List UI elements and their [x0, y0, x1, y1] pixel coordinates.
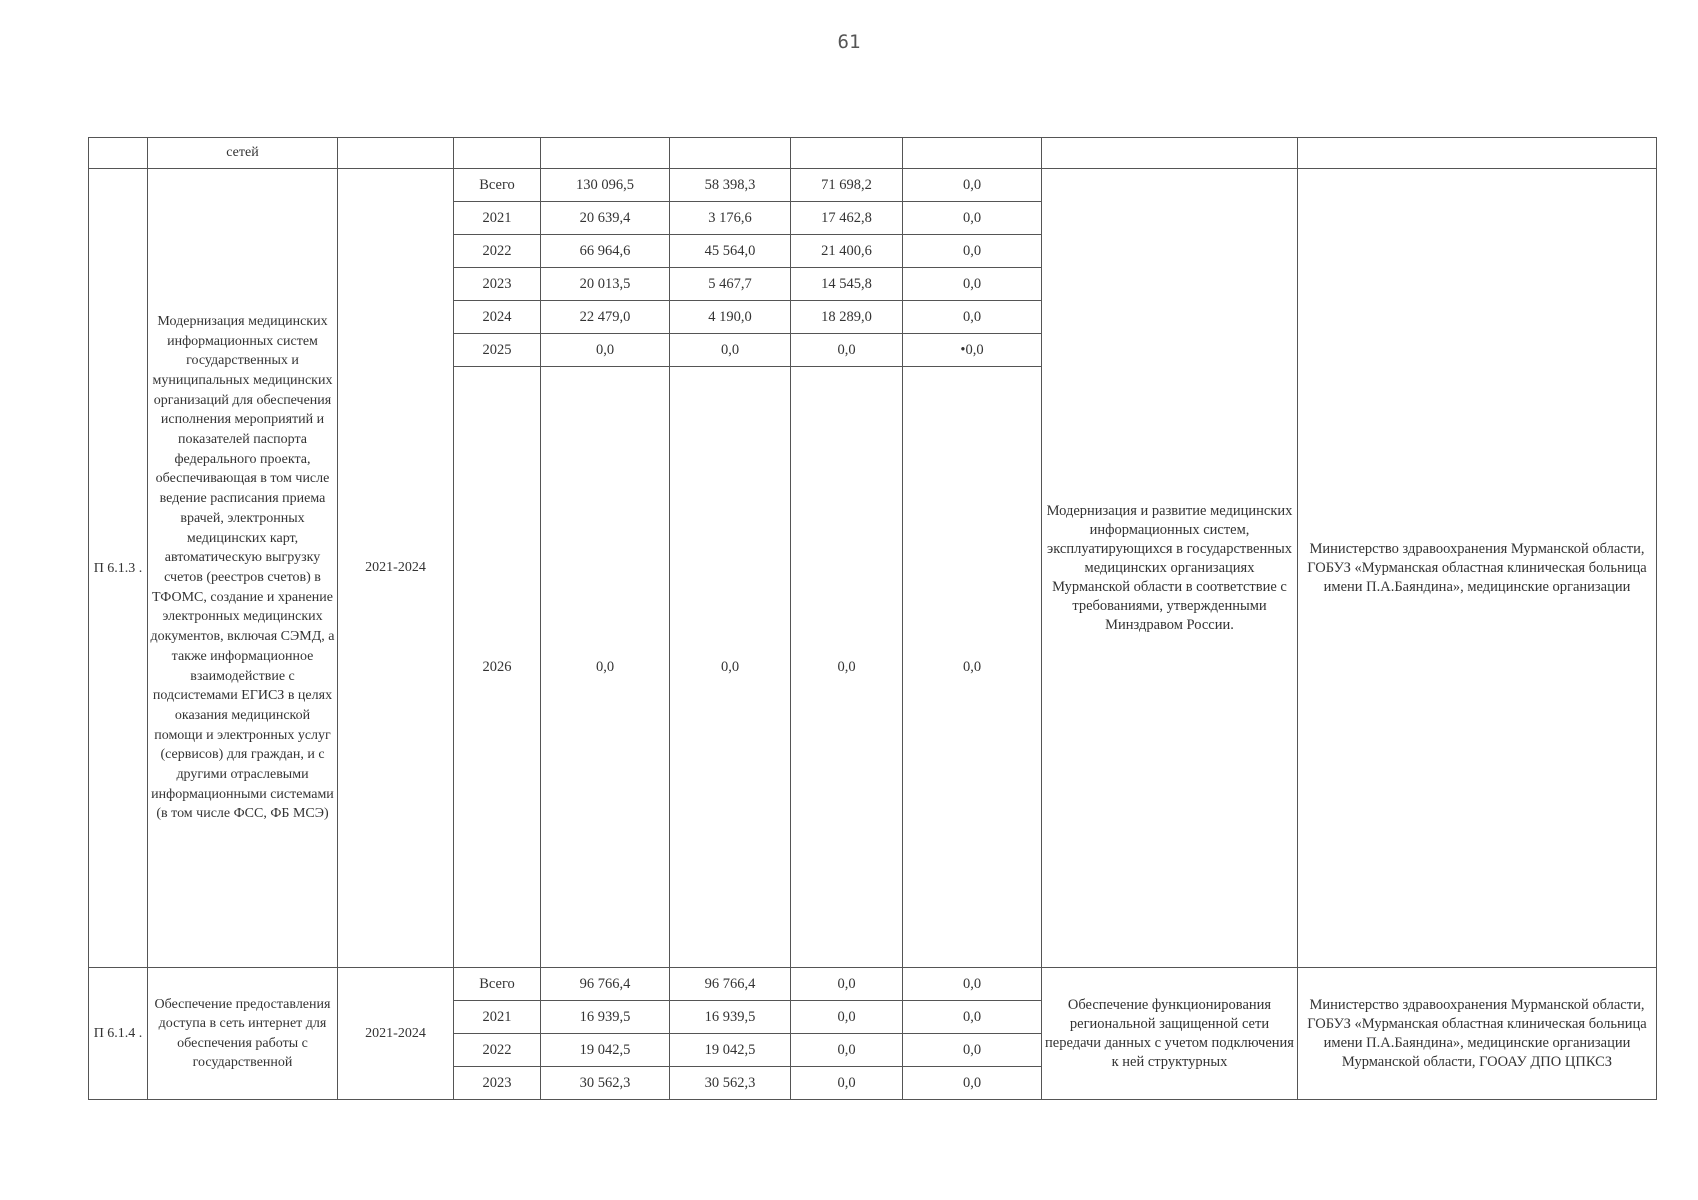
funding-cell: 3 176,6 [670, 202, 791, 235]
description-tail: сетей [148, 138, 338, 169]
funding-cell: 96 766,4 [670, 968, 791, 1001]
table-row [89, 968, 1657, 1001]
funding-cell: 0,0 [670, 367, 791, 968]
funding-cell: 71 698,2 [791, 169, 903, 202]
funding-cell: 0,0 [791, 968, 903, 1001]
funding-cell: 0,0 [903, 235, 1042, 268]
total-cell: 66 964,6 [541, 235, 670, 268]
responsible-executors: Министерство здравоохранения Мурманской области, ГОБУЗ «Мурманская областная клиническая больница имени П.А.Баяндина», медицинские организации [1298, 169, 1657, 968]
table-row [89, 138, 1657, 169]
funding-cell: 17 462,8 [791, 202, 903, 235]
year-cell: 2026 [454, 367, 541, 968]
activity-code: П 6.1.3 . [89, 169, 148, 968]
year-cell: 2022 [454, 1034, 541, 1067]
funding-cell: 0,0 [670, 334, 791, 367]
funding-cell: 0,0 [903, 1001, 1042, 1034]
funding-cell: 0,0 [791, 367, 903, 968]
funding-cell: 0,0 [903, 367, 1042, 968]
year-cell: 2025 [454, 334, 541, 367]
activity-period: 2021-2024 [338, 968, 454, 1100]
year-cell: Всего [454, 968, 541, 1001]
funding-cell: 0,0 [903, 1067, 1042, 1100]
funding-cell: 0,0 [791, 1067, 903, 1100]
expected-result: Обеспечение функционирования региональной защищенной сети передачи данных с учетом подключения к ней структурных [1042, 968, 1298, 1100]
total-cell: 130 096,5 [541, 169, 670, 202]
funding-cell: 30 562,3 [670, 1067, 791, 1100]
funding-cell: 45 564,0 [670, 235, 791, 268]
funding-cell: 0,0 [903, 968, 1042, 1001]
year-cell: Всего [454, 169, 541, 202]
funding-cell: 0,0 [791, 334, 903, 367]
funding-cell: 0,0 [903, 268, 1042, 301]
total-cell: 20 639,4 [541, 202, 670, 235]
funding-cell: •0,0 [903, 334, 1042, 367]
program-activities-table [88, 137, 1657, 1100]
total-cell: 19 042,5 [541, 1034, 670, 1067]
responsible-executors: Министерство здравоохранения Мурманской области, ГОБУЗ «Мурманская областная клиническая больница имени П.А.Баяндина», медицинские организации Мурманской области, ГООАУ ДПО ЦПКСЗ [1298, 968, 1657, 1100]
funding-cell: 4 190,0 [670, 301, 791, 334]
funding-cell: 5 467,7 [670, 268, 791, 301]
funding-cell: 16 939,5 [670, 1001, 791, 1034]
year-cell: 2021 [454, 1001, 541, 1034]
funding-cell: 0,0 [791, 1001, 903, 1034]
year-cell: 2021 [454, 202, 541, 235]
total-cell: 22 479,0 [541, 301, 670, 334]
funding-cell: 14 545,8 [791, 268, 903, 301]
activity-description: Обеспечение предоставления доступа в сеть интернет для обеспечения работы с государственной [148, 968, 338, 1100]
funding-cell: 21 400,6 [791, 235, 903, 268]
total-cell: 0,0 [541, 334, 670, 367]
activity-period: 2021-2024 [338, 169, 454, 968]
total-cell: 0,0 [541, 367, 670, 968]
funding-cell: 58 398,3 [670, 169, 791, 202]
year-cell: 2023 [454, 1067, 541, 1100]
year-cell: 2022 [454, 235, 541, 268]
total-cell: 96 766,4 [541, 968, 670, 1001]
year-cell: 2023 [454, 268, 541, 301]
funding-cell: 0,0 [903, 169, 1042, 202]
activity-code: П 6.1.4 . [89, 968, 148, 1100]
funding-cell: 19 042,5 [670, 1034, 791, 1067]
page-number: 61 [837, 31, 861, 53]
funding-cell: 0,0 [903, 202, 1042, 235]
funding-cell: 18 289,0 [791, 301, 903, 334]
funding-cell: 0,0 [791, 1034, 903, 1067]
total-cell: 30 562,3 [541, 1067, 670, 1100]
funding-cell: 0,0 [903, 301, 1042, 334]
expected-result: Модернизация и развитие медицинских информационных систем, эксплуатирующихся в государственных медицинских организациях Мурманской области в соответствие с требованиями, утвержденными Минздравом России. [1042, 169, 1298, 968]
activity-description: Модернизация медицинских информационных систем государственных и муниципальных медицинских организаций для обеспечения исполнения мероприятий и показателей паспорта федерального проекта, обеспечивающая в том числе ведение расписания приема врачей, электронных медицинских карт, автоматическую выгрузку счетов (реестров счетов) в ТФОМС, создание и хранение электронных медицинских документов, включая СЭМД, а также информационное взаимодействие с подсистемами ЕГИСЗ в целях оказания медицинской помощи и электронных услуг (сервисов) для граждан, и с другими отраслевыми информационными системами (в том числе ФСС, ФБ МСЭ) [148, 169, 338, 968]
funding-cell: 0,0 [903, 1034, 1042, 1067]
total-cell: 20 013,5 [541, 268, 670, 301]
year-cell: 2024 [454, 301, 541, 334]
table-row [89, 169, 1657, 202]
total-cell: 16 939,5 [541, 1001, 670, 1034]
